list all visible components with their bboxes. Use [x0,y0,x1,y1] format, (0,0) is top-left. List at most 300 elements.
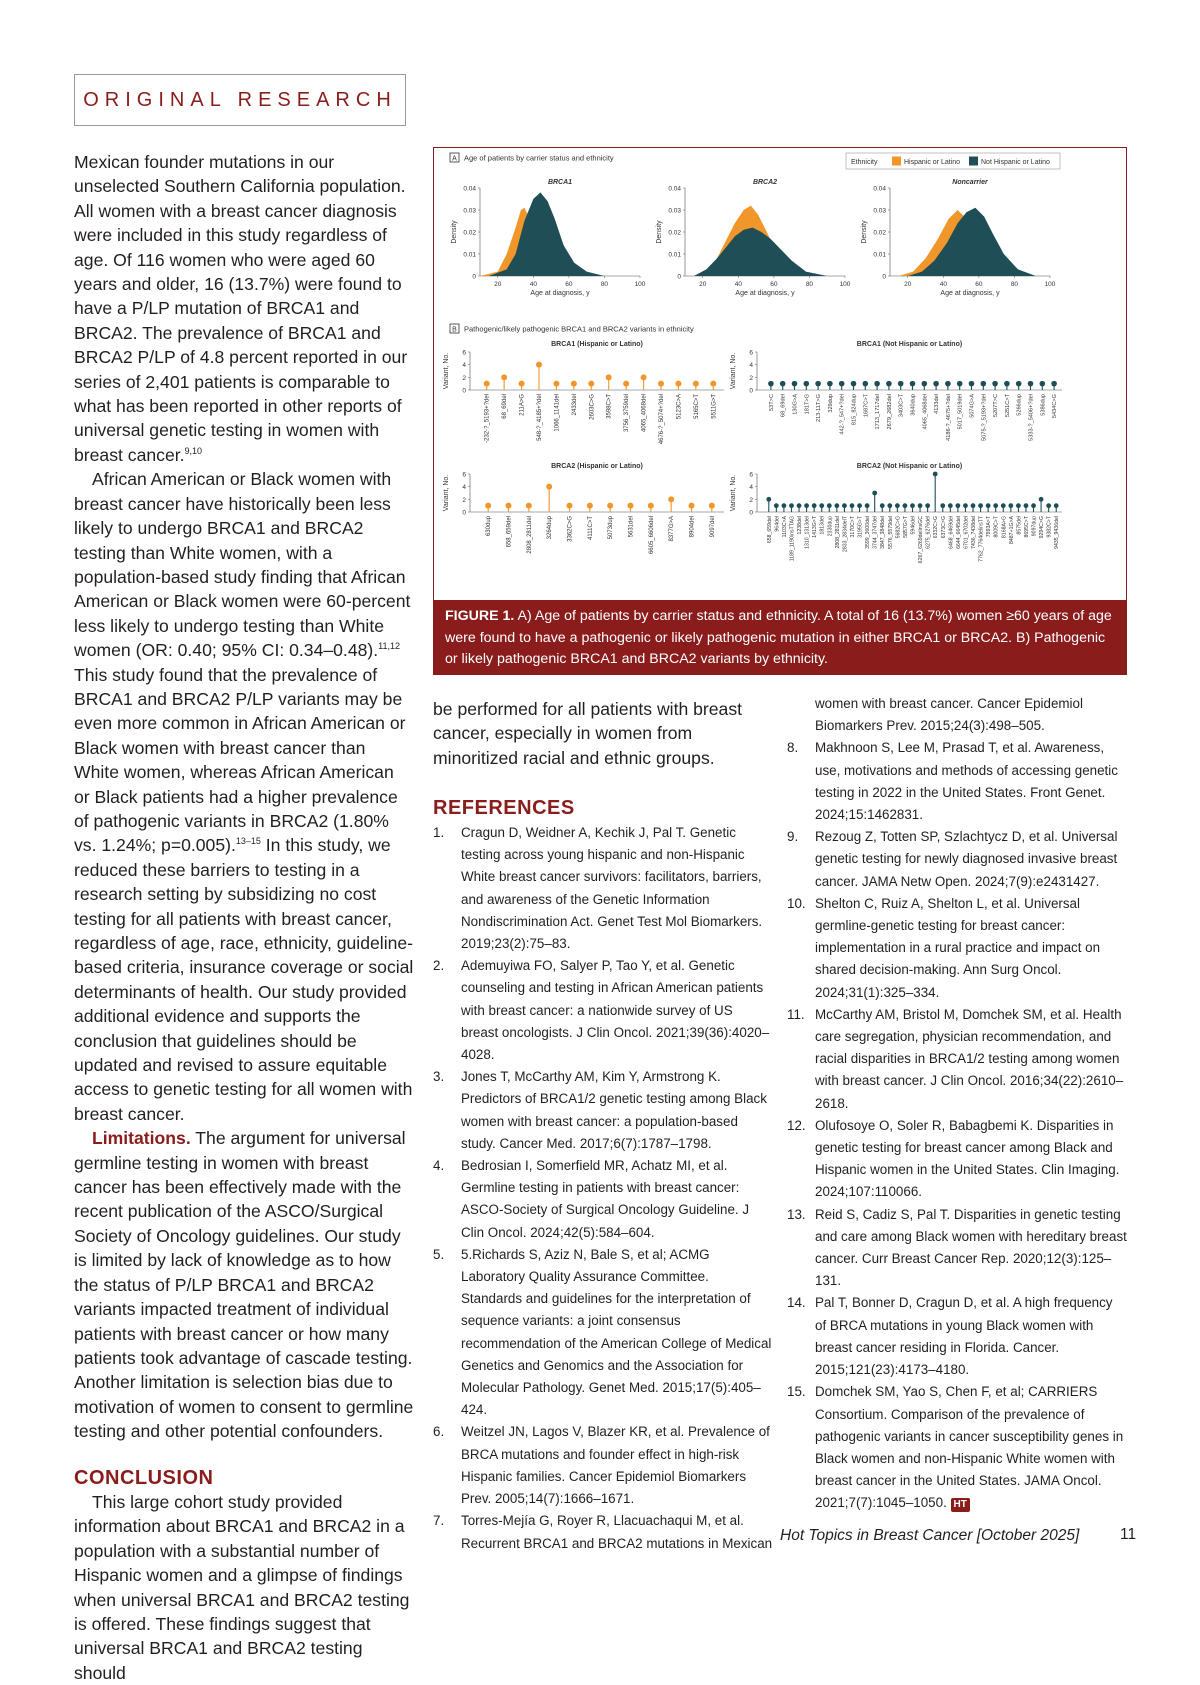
variant-label: 130G>A [792,394,799,415]
variant-label: 964del [774,516,781,532]
variant-label: 8695C>T [1023,516,1030,538]
variant-label: 4111C>T [587,516,594,540]
panel-b-title: Pathogenic/likely pathogenic BRCA1 and BRCA2 variants in ethnicity [464,324,694,334]
reference-text: Shelton C, Ruiz A, Shelton L, et al. Universal germline-genetic testing for breast cancer: implementation in a rural practice and impact on shared decision-making. Ann Surg Oncol. 2024;31(1):325–334. [815,895,1101,1000]
variant-point [628,503,634,509]
variant-point [850,503,855,508]
variant-label: 7993A>T [986,516,993,538]
variant-point [898,381,904,387]
y-axis-label: Variant, No. [443,474,450,512]
caption-label: FIGURE 1. [445,608,515,624]
variant-label: 6275_6276del [925,516,932,549]
x-axis-label: Age at diagnosis, y [735,290,795,297]
y-tick-label: 0.01 [668,251,681,259]
variant-label: 329dup [827,394,834,413]
x-tick-label: 40 [529,281,537,288]
variant-label: 9382C>T [1046,516,1053,538]
variant-label: 5075-?_5193+?del [981,394,988,441]
variant-label: 5251C>T [1004,394,1011,418]
reference-item [433,1066,773,1155]
x-axis-label: Age at diagnosis, y [530,290,590,297]
references-list-middle [433,822,773,1555]
variant-point [536,362,542,368]
y-tick-label: 0.02 [463,229,476,237]
variant-point [925,503,930,508]
variant-point [918,503,923,508]
variant-label: 4065_4068del [922,394,929,430]
reference-text: Cragun D, Weidner A, Kechik J, Pal T. Genetic testing across young hispanic and non-Hispanic White breast cancer survivors: facilitators, barriers, and awareness of the Genetic Information Nondiscrimination Act. Genet Test Mol Biomarkers. 2019;23(2):75–83. [461,825,763,952]
variant-label: 5207T>C [993,394,1000,418]
variant-point [857,503,862,508]
variant-label: 5434C>G [1052,394,1059,419]
variant-label: 3170C>T [849,516,856,538]
references-heading: REFERENCES [433,797,575,820]
variant-point [874,381,880,387]
variant-label: 6373C>G [940,516,947,539]
variant-point [986,503,991,508]
variant-point [1016,381,1022,387]
variant-point [963,503,968,508]
variant-point [709,503,715,509]
reference-text: Rezoug Z, Totten SP, Szlachtycz D, et al. Universal genetic testing for newly diagnosed invasive breast cancer. JAMA Netw Open. 2024;7(9):e2431427. [815,829,1118,889]
variant-label: 8168A>G [1001,516,1008,539]
variant-label: 5073dup [608,516,615,540]
density-area-not-hispanic [694,228,827,276]
paragraph-2: African American or Black women with breast cancer have historically been less likely to undergo BRCA1 and BRCA2 testing than White women, with a population-based study finding that African American or Black women were 60-percent less likely to undergo testing than White women (OR: 0.40; 95% CI: 0.34–0.48).$^{11,12}$ This study found that the prevalence of BRCA1 and BRCA2 P/LP variants may be even more common in African American or Black women with breast cancer than White women, whereas African American or Black patients had a higher prevalence of pathogenic variants in BRCA2 (1.80% vs. 1.24%; p=0.005).$^{13-15}$ In this study, we reduced these barriers to testing in a research setting by subsidizing no cost testing for all patients with breast cancer, regardless of age, race, ethnicity, guideline-based criteria, insurance coverage or social determinants of health. Our study provided additional evidence and supports the conclusion that guidelines should be updated and revised to assure equitable access to genetic testing for all women with breast cancer. [74,469,414,1124]
variant-label: 1413G>T [812,516,819,538]
y-tick-label: 0.02 [668,229,681,237]
reference-item [787,893,1127,1004]
x-tick-label: 80 [600,281,609,288]
x-axis-label: Age at diagnosis, y [940,290,1000,297]
variant-point [812,503,817,508]
reference-text: Ademuyiwa FO, Salyer P, Tao Y, et al. Genetic counseling and testing in African American patients with breast cancer: a nationwide survey of US breast oncologists. J Clin Oncol. 2021;39(36):4020–4028. [461,958,770,1063]
variant-point [607,503,613,509]
variant-point [792,381,798,387]
variant-point [789,503,794,508]
variant-point [766,497,771,502]
y-tick-label: 4 [749,362,753,370]
y-tick-label: 6 [749,471,753,479]
variant-point [571,381,577,387]
variant-subplot-title: BRCA2 (Hispanic or Latino) [551,463,643,470]
variant-point [689,503,695,509]
legend-label-not-hispanic: Not Hispanic or Latino [981,159,1050,166]
y-tick-label: 6 [462,349,466,357]
reference-text: Bedrosian I, Somerfield MR, Achatz MI, et al. Germline testing in patients with breast cancer: ASCO-Society of Surgical Oncology Guideline. J Clin Oncol. 2024;42(5):584–604. [461,1158,750,1240]
x-tick-label: 20 [904,281,912,288]
reference-text: Jones T, McCarthy AM, Kim Y, Armstrong K. Predictors of BRCA1/2 genetic testing among Black women with breast cancer: a population-based study. Cancer Med. 2017;6(7):1787–1798. [461,1069,767,1151]
reference-text: women with breast cancer. Cancer Epidemiol Biomarkers Prev. 2015;24(3):498–505. [815,696,1083,734]
variant-label: 7762_7764delinsTT [978,516,985,562]
reference-text: Makhnoon S, Lee M, Prasad T, et al. Awareness, use, motivations and methods of accessing genetic testing in 2022 in the United States. Front Genet. 2024;15:1462831. [815,740,1118,823]
variant-subplot-title: BRCA1 (Hispanic or Latino) [551,341,643,348]
conclusion-heading: CONCLUSION [74,1466,214,1489]
y-tick-label: 0 [677,273,681,281]
variant-label: 8009C>T [993,516,1000,538]
variant-point [804,503,809,508]
variant-point [872,491,877,496]
variant-point [1008,503,1013,508]
reference-item [787,1115,1127,1204]
variant-label: 68_69del [502,394,509,419]
x-tick-label: 100 [839,281,851,288]
y-axis-label: Density [861,220,868,244]
variant-label: 3362C>G [567,516,574,542]
variant-label: 1189_1190insTTAG [789,516,796,562]
reference-item [787,737,1127,826]
variant-point [587,503,593,509]
page-number: 11 [1120,1526,1137,1543]
variant-point [606,374,612,380]
y-tick-label: 0.01 [463,251,476,259]
variant-point [839,381,845,387]
variant-label: 7436_7438del [971,516,978,549]
column-1-text [74,150,414,1685]
variant-label: 3640dup [910,394,917,416]
y-tick-label: 0 [749,387,753,395]
y-tick-label: 0 [462,509,466,517]
y-tick-label: 2 [462,496,466,504]
reference-text: Weitzel JN, Lagos V, Blazer KR, et al. Prevalence of BRCA mutations and founder effect in high-risk Hispanic families. Cancer Epidemiol Biomarkers Prev. 2005;14(7):1666–1671. [461,1424,770,1507]
variant-label: 3195G>T [857,516,864,538]
figure-caption [433,600,1127,675]
y-tick-label: 0.01 [873,251,886,259]
variant-label: 3744_3747del [872,516,879,549]
x-tick-label: 20 [699,281,707,288]
variant-label: 1066_1141del [554,394,561,432]
x-tick-label: 100 [1044,281,1056,288]
variant-point [588,381,594,387]
reference-number: 7. [433,1513,445,1529]
variant-point [819,503,824,508]
variant-point [780,381,786,387]
variant-point [1051,381,1057,387]
variant-label: 4186-?_4675+?del [945,394,952,441]
variant-point [768,381,774,387]
variant-label: 548-?_4185+?del [537,394,543,441]
variant-point [886,381,892,387]
y-tick-label: 0 [882,273,886,281]
variant-point [668,496,674,502]
reference-item [787,1381,1127,1514]
variant-label: 5165C>T [693,394,700,419]
variant-point [782,503,787,508]
variant-label: 2808_2811del [834,516,841,549]
y-axis-label: Density [451,220,458,244]
variant-label: 1310_1313del [804,516,811,549]
variant-point [903,503,908,508]
x-tick-label: 60 [565,281,573,288]
reference-text: 5.Richards S, Aziz N, Bale S, et al; ACMG Laboratory Quality Assurance Committee. Standards and guidelines for the interpretation of sequence variants: a joint consensus recommendation of the American College of Medical Genetics and Genomics and the Association for Molecular Pathology. Genet Med. 2015;17(5):405–424. [461,1246,772,1418]
variant-point [815,381,821,387]
figure-1 [433,147,1127,675]
variant-point [484,381,490,387]
variant-point [641,374,647,380]
variant-point [1046,503,1051,508]
variant-point [1031,503,1036,508]
y-tick-label: 2 [749,496,753,504]
variant-label: 3756_3759del [624,394,631,433]
paragraph-continued: be performed for all patients with breast cancer, especially in women from minoritized racial and ethnic groups. [433,699,743,768]
variant-point [658,381,664,387]
variant-point [933,472,938,477]
variant-label: 2330dup [827,516,834,537]
variant-point [567,503,573,509]
variant-point [501,374,507,380]
reference-number: 10. [787,895,806,911]
variant-point [546,484,552,490]
section-label: ORIGINAL RESEARCH [83,88,397,111]
x-tick-label: 60 [975,281,983,288]
variant-point [851,381,857,387]
variant-point [553,381,559,387]
variant-label: 5857G>T [902,516,909,538]
variant-label: 658_659del [506,516,513,548]
variant-label: 2679_2682del [886,394,893,430]
density-subplot-title: Noncarrier [952,179,988,186]
reference-item [787,1292,1127,1381]
reference-item [433,955,773,1066]
variant-point [797,503,802,508]
variant-label: 213-11T>G [816,394,823,423]
variant-point [842,503,847,508]
reference-item [433,1155,773,1244]
x-tick-label: 20 [494,281,502,288]
reference-text: McCarthy AM, Bristol M, Domchek SM, et al. Health care segregation, physician recommendation, and racial disparities in BRCA1/2 testing among women with breast cancer. J Clin Oncol. 2016;34(22):2610–2618. [815,1006,1124,1111]
variant-point [506,503,512,509]
variant-point [834,503,839,508]
variant-label: 5946del [910,516,917,535]
y-tick-label: 2 [462,374,466,382]
y-tick-label: 6 [462,471,466,479]
reference-number: 5. [433,1246,445,1262]
variant-point [1039,497,1044,502]
variant-label: 8575del [1016,516,1023,535]
reference-number: 11. [787,1006,805,1022]
variant-label: 815_824dup [851,394,858,426]
variant-label: 3598C>T [606,394,613,419]
variant-label: 4676-?_5074+?del [659,394,665,445]
y-axis-label: Variant, No. [730,352,737,390]
variant-point [710,381,716,387]
reference-number: 8. [787,740,799,756]
reference-number: 6. [433,1424,445,1440]
variant-point [623,381,629,387]
variant-label: 6644_6645del [955,516,962,549]
column-2-text [433,697,773,821]
reference-number: 15. [787,1384,806,1400]
variant-label: 9097dup [1031,516,1038,537]
figure-1-chart [434,148,1125,600]
y-tick-label: 6 [749,349,753,357]
reference-item [433,1510,773,1554]
x-tick-label: 60 [770,281,778,288]
y-axis-label: Variant, No. [443,352,450,390]
variant-label: 8487+1G>A [1008,516,1015,544]
variant-label: 5511G>T [711,394,718,419]
reference-text: Domchek SM, Yao S, Chen F, et al; CARRIERS Consortium. Comparison of the prevalence of pathogenic variants in cancer susceptibility genes in Black women and non-Hispanic White women with breast cancer in the United States. JAMA Oncol. 2021;7(7):1045–1050. [815,1384,1124,1511]
variant-label: 4065_4068del [641,394,648,433]
variant-label: 3847_3848del [880,516,887,549]
variant-point [945,381,951,387]
reference-text: Torres-Mejía G, Royer R, Llacuachaqui M, et al. Recurrent BRCA1 and BRCA2 mutations in Mexican [461,1513,773,1551]
variant-point [940,503,945,508]
y-axis-label: Density [656,220,663,244]
variant-point [978,503,983,508]
variant-point [910,381,916,387]
variant-label: 53T>C [768,394,775,411]
variant-point [957,381,963,387]
y-tick-label: 0.04 [873,185,886,193]
y-tick-label: 4 [749,484,753,492]
variant-label: 5074G>A [969,394,976,418]
variant-point [827,503,832,508]
x-tick-label: 80 [1010,281,1019,288]
reference-text: Reid S, Cadiz S, Pal T. Disparities in genetic testing and care among Black women with hereditary breast cancer. Curr Breast Cancer Rep. 2020;12(3):125–131. [815,1206,1127,1289]
y-tick-label: 0.03 [463,207,476,215]
variant-point [865,503,870,508]
legend-swatch-hispanic [892,157,901,166]
section-label-box [74,74,406,126]
variant-label: 5333-?_5406+?del [1028,394,1035,441]
variant-label: -232-?_5193+?del [484,394,491,443]
legend-label-hispanic: Hispanic or Latino [904,159,961,166]
variant-label: 2833_2834delT [842,516,849,553]
variant-label: 4133del [934,394,941,414]
y-tick-label: 0.03 [873,207,886,215]
variant-label: 5631del [628,516,635,538]
variant-label: 9435_9436del [1054,516,1061,549]
variant-label: 1103C>A [781,516,788,538]
reference-text: Pal T, Bonner D, Cragun D, et al. A high frequency of BRCA mutations in young Black women with breast cancer residing in Florida. Cancer. 2015;121(23):4173–4180. [815,1295,1113,1378]
y-tick-label: 0.03 [668,207,681,215]
variant-label: 2433del [571,394,578,416]
reference-number: 1. [433,825,445,840]
y-tick-label: 0.04 [463,185,476,193]
x-tick-label: 40 [939,281,947,288]
variant-point [1004,381,1010,387]
variant-label: 2808_2811del [526,516,533,554]
variant-label: 658_659del [766,516,773,544]
density-subplot-title: BRCA1 [547,179,573,186]
variant-label: 1687C>T [863,394,870,418]
panel-b-letter: B [452,326,457,334]
references-list-right [787,693,1127,1515]
variant-point [526,503,532,509]
reference-item [787,826,1127,893]
y-tick-label: 4 [462,362,466,370]
reference-text: Olufosoye O, Soler R, Babagbemi K. Disparities in genetic testing for breast cancer among Black and Hispanic women in the United States. Clin Imaging. 2024;107:110066. [815,1117,1120,1200]
variant-point [880,503,885,508]
y-tick-label: 4 [462,484,466,492]
reference-item [787,693,1127,737]
x-tick-label: 40 [734,281,742,288]
paragraph-conclusion: This large cohort study provided information about BRCA1 and BRCA2 in a population with a substantial number of Hispanic women and a glimpse of findings when universal BRCA1 and BRCA2 testing is offered. These findings suggest that universal BRCA1 and BRCA2 testing should [74,1491,410,1683]
paragraph-limitations: Limitations. The argument for universal germline testing in women with breast cancer has been effectively made with the recent publication of the ASCO/Surgical Society of Oncology guidelines. Our study is limited by lack of knowledge as to how the status of P/LP BRCA1 and BRCA2 variants impacted treatment of individual patients with breast cancer or how many patients took advantage of cascade testing. Another limitation is selection bias due to motivation of women to consent to germline testing and other potential confounders. [74,1128,414,1442]
y-axis-label: Variant, No. [730,474,737,512]
variant-label: 5017_5019del [957,394,964,430]
legend-swatch-not-hispanic [969,157,978,166]
variant-label: 9294C>G [1039,516,1046,539]
variant-point [485,503,491,509]
variant-label: 1813del [819,516,826,535]
variant-point [993,503,998,508]
variant-subplot-title: BRCA2 (Not Hispanic or Latino) [856,463,963,470]
reference-item [433,1244,773,1422]
reference-number: 12. [787,1117,806,1133]
variant-label: 9097del [709,516,716,538]
y-tick-label: 0 [749,509,753,517]
reference-number: 13. [787,1206,806,1222]
y-tick-label: 0.04 [668,185,681,193]
variant-point [1040,381,1046,387]
variant-label: 5576_5579del [887,516,894,549]
reference-item [787,1004,1127,1115]
reference-number: 4. [433,1158,445,1174]
variant-point [933,381,939,387]
variant-point [1024,503,1029,508]
variant-point [519,381,525,387]
variant-label: 3403C>T [898,394,905,418]
y-tick-label: 0 [472,273,476,281]
x-tick-label: 100 [634,281,646,288]
variant-subplot-title: BRCA1 (Not Hispanic or Latino) [856,341,963,348]
variant-point [675,381,681,387]
variant-point [971,503,976,508]
journal-footer: Hot Topics in Breast Cancer [October 2025] [780,1527,1080,1544]
variant-point [804,381,810,387]
ht-badge: HT [951,1498,970,1512]
variant-point [887,503,892,508]
variant-point [648,503,654,509]
panel-a-letter: A [452,155,457,163]
legend-title: Ethnicity [851,159,878,166]
variant-label: 68_69del [780,394,787,418]
variant-point [895,503,900,508]
panel-a-title: Age of patients by carrier status and ethnicity [464,153,614,163]
variant-label: 630dup [486,516,493,537]
variant-label: 5123C>A [676,394,683,420]
variant-point [827,381,833,387]
variant-label: 1238del [797,516,804,535]
variant-label: 8377G>A [669,516,676,542]
variant-point [910,503,915,508]
variant-point [693,381,699,387]
reference-item [787,1204,1127,1293]
y-tick-label: 0 [462,387,466,395]
variant-label: 442-?_547+?del [839,394,846,435]
y-tick-label: 0.02 [873,229,886,237]
variant-point [948,503,953,508]
variant-point [922,381,928,387]
reference-number: 14. [787,1295,806,1311]
variant-point [1016,503,1021,508]
variant-point [969,381,975,387]
variant-label: 5682C>G [895,516,902,539]
density-subplot-title: BRCA2 [752,179,778,186]
caption-text: A) Age of patients by carrier status and ethnicity. A total of 16 (13.7%) women ≥60 years of age were found to have a pathogenic or likely pathogenic mutation in either BRCA1 or BRCA2. B) Pathogenic or likely pathogenic BRCA1 and BRCA2 variants by ethnicity. [445,608,1112,668]
variant-label: 3264dup [547,516,554,540]
variant-label: 181T>G [804,394,811,415]
paragraph-1: Mexican founder mutations in our unselected Southern California population. All women with a breast cancer diagnosis were included in this study regardless of age. Of 116 women who were aged 60 years and older, 16 (13.7%) were found to have a P/LP mutation of BRCA1 and BRCA2. The prevalence of BRCA1 and BRCA2 P/LP of 4.8 percent reported in our series of 2,401 patients is comparable to what has been reported in other reports of universal genetic testing in women with breast cancer.$^{9,10}$ [74,152,408,465]
variant-point [992,381,998,387]
variant-label: 211A>G [519,394,526,416]
variant-label: 5266dup [1016,394,1023,416]
variant-label: 6267_6269delinsGC [918,516,925,564]
variant-label: 2603C>G [589,394,596,420]
reference-item [433,822,773,955]
